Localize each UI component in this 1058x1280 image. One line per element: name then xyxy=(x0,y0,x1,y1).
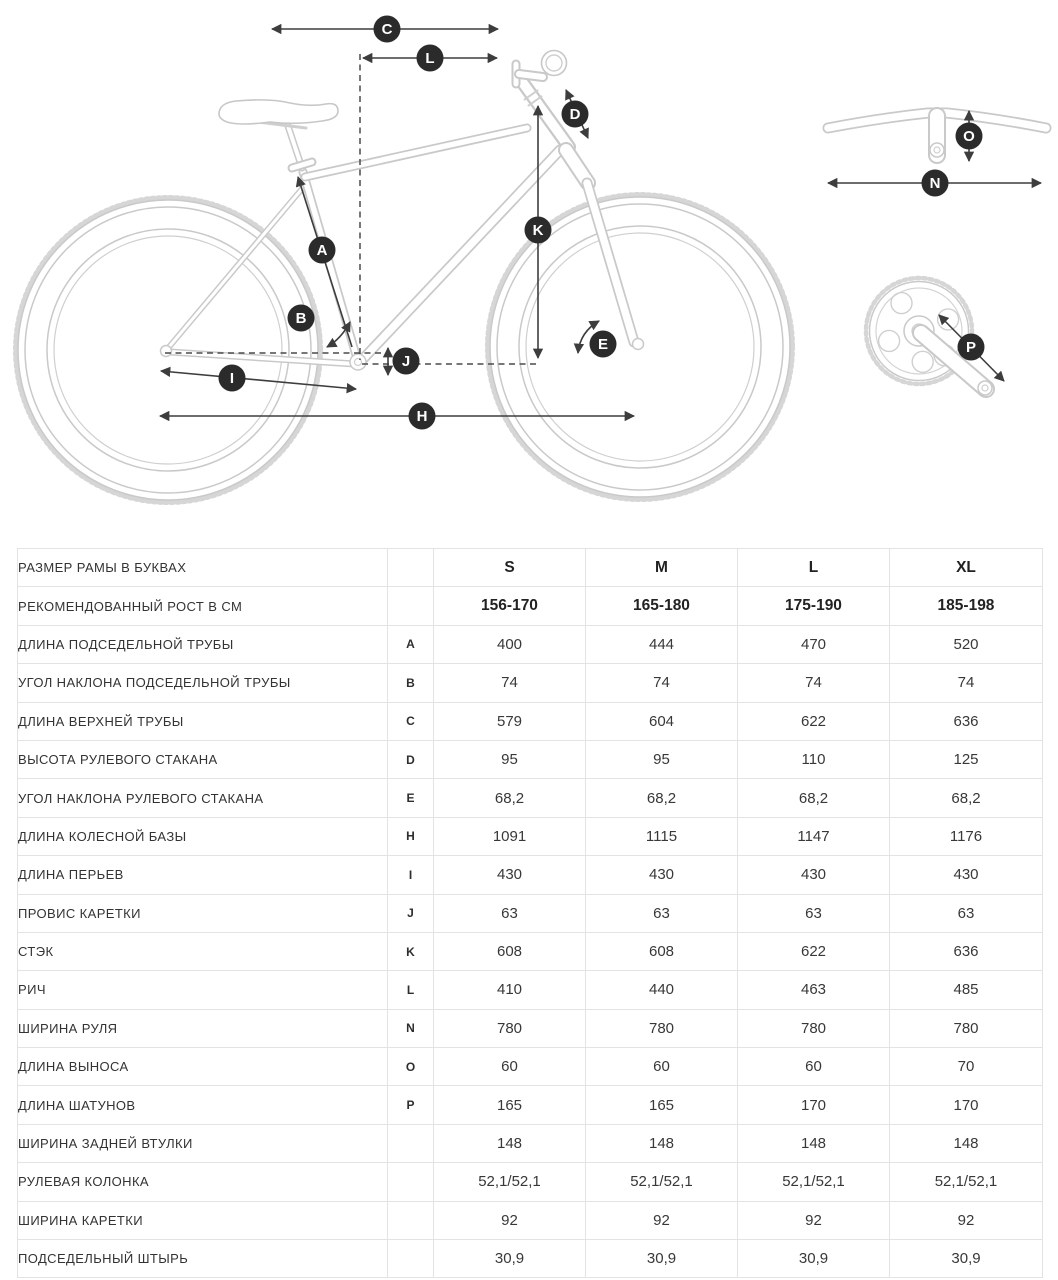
letter-cell: N xyxy=(388,1009,434,1047)
dim-arrow-i xyxy=(161,371,356,389)
value-cell: 440 xyxy=(586,971,738,1009)
value-cell: 95 xyxy=(434,740,586,778)
value-cell: 636 xyxy=(890,702,1043,740)
row-label-cell: ВЫСОТА РУЛЕВОГО СТАКАНА xyxy=(18,740,388,778)
badge-j xyxy=(393,348,420,375)
chain-stay xyxy=(170,352,355,364)
letter-cell: I xyxy=(388,856,434,894)
value-cell: XL xyxy=(890,549,1043,587)
value-cell: 52,1/52,1 xyxy=(434,1163,586,1201)
value-cell: 92 xyxy=(890,1201,1043,1239)
svg-text:A: A xyxy=(316,242,328,259)
table-row xyxy=(18,1201,1043,1239)
value-cell: 63 xyxy=(890,894,1043,932)
table-row xyxy=(18,856,1043,894)
badge-e xyxy=(590,331,617,358)
row-label-cell: ПРОВИС КАРЕТКИ xyxy=(18,894,388,932)
value-cell: 780 xyxy=(434,1009,586,1047)
letter-cell: B xyxy=(388,664,434,702)
value-cell: 608 xyxy=(586,932,738,970)
value-cell: 52,1/52,1 xyxy=(586,1163,738,1201)
value-cell: 110 xyxy=(738,740,890,778)
table-row xyxy=(18,1086,1043,1124)
value-cell: 1091 xyxy=(434,817,586,855)
fork xyxy=(566,150,634,342)
value-cell: 165 xyxy=(586,1086,738,1124)
badge-d xyxy=(562,101,589,128)
badge-a xyxy=(309,237,336,264)
letter-cell xyxy=(388,587,434,625)
row-label-cell: ДЛИНА ПОДСЕДЕЛЬНОЙ ТРУБЫ xyxy=(18,625,388,663)
value-cell: 74 xyxy=(738,664,890,702)
letter-cell xyxy=(388,1163,434,1201)
row-label-cell: ДЛИНА ВЕРХНЕЙ ТРУБЫ xyxy=(18,702,388,740)
value-cell: 1176 xyxy=(890,817,1043,855)
value-cell: 60 xyxy=(586,1048,738,1086)
value-cell: 608 xyxy=(434,932,586,970)
value-cell: 430 xyxy=(738,856,890,894)
value-cell: 63 xyxy=(434,894,586,932)
letter-cell xyxy=(388,549,434,587)
value-cell: 604 xyxy=(586,702,738,740)
badge-l xyxy=(417,45,444,72)
badge-h xyxy=(409,403,436,430)
value-cell: 92 xyxy=(434,1201,586,1239)
seat-tube xyxy=(303,172,358,362)
table-row xyxy=(18,625,1043,663)
table-row xyxy=(18,932,1043,970)
value-cell: 579 xyxy=(434,702,586,740)
value-cell: 156-170 xyxy=(434,587,586,625)
front-axle xyxy=(633,339,644,350)
top-tube xyxy=(305,128,527,177)
row-label-cell: ШИРИНА РУЛЯ xyxy=(18,1009,388,1047)
value-cell: 175-190 xyxy=(738,587,890,625)
value-cell: 780 xyxy=(586,1009,738,1047)
row-label-cell: ДЛИНА ВЫНОСА xyxy=(18,1048,388,1086)
letter-cell: L xyxy=(388,971,434,1009)
saddle-assembly xyxy=(219,100,338,168)
value-cell: 63 xyxy=(586,894,738,932)
bottom-bracket xyxy=(350,354,366,370)
table-row xyxy=(18,740,1043,778)
row-label-cell: РИЧ xyxy=(18,971,388,1009)
value-cell: 68,2 xyxy=(434,779,586,817)
letter-cell xyxy=(388,1201,434,1239)
svg-text:B: B xyxy=(295,310,307,327)
table-row xyxy=(18,1240,1043,1278)
letter-cell: C xyxy=(388,702,434,740)
svg-text:C: C xyxy=(381,21,393,38)
row-label-cell: УГОЛ НАКЛОНА ПОДСЕДЕЛЬНОЙ ТРУБЫ xyxy=(18,664,388,702)
letter-cell: H xyxy=(388,817,434,855)
letter-cell: A xyxy=(388,625,434,663)
value-cell: 170 xyxy=(738,1086,890,1124)
badge-b xyxy=(288,305,315,332)
value-cell: 400 xyxy=(434,625,586,663)
table-row xyxy=(18,1124,1043,1162)
svg-text:L: L xyxy=(425,50,435,67)
badge-k xyxy=(525,217,552,244)
row-label-cell: ПОДСЕДЕЛЬНЫЙ ШТЫРЬ xyxy=(18,1240,388,1278)
letter-cell: P xyxy=(388,1086,434,1124)
letter-cell: J xyxy=(388,894,434,932)
value-cell: 60 xyxy=(434,1048,586,1086)
table-row xyxy=(18,587,1043,625)
badge-p xyxy=(958,334,985,361)
row-label-cell: СТЭК xyxy=(18,932,388,970)
row-label-cell: РЕКОМЕНДОВАННЫЙ РОСТ В СМ xyxy=(18,587,388,625)
svg-text:K: K xyxy=(532,222,544,239)
value-cell: 92 xyxy=(586,1201,738,1239)
svg-text:I: I xyxy=(229,370,235,387)
table-row xyxy=(18,664,1043,702)
value-cell: 485 xyxy=(890,971,1043,1009)
value-cell: 780 xyxy=(738,1009,890,1047)
value-cell: 148 xyxy=(434,1124,586,1162)
geometry-table-body xyxy=(18,549,1043,1278)
value-cell: 74 xyxy=(434,664,586,702)
value-cell: 780 xyxy=(890,1009,1043,1047)
value-cell: 430 xyxy=(890,856,1043,894)
value-cell: 410 xyxy=(434,971,586,1009)
value-cell: 170 xyxy=(890,1086,1043,1124)
value-cell: 95 xyxy=(586,740,738,778)
value-cell: 185-198 xyxy=(890,587,1043,625)
value-cell: M xyxy=(586,549,738,587)
table-row xyxy=(18,1009,1043,1047)
value-cell: 92 xyxy=(738,1201,890,1239)
bike-geometry-diagram xyxy=(0,0,1058,548)
value-cell: 165-180 xyxy=(586,587,738,625)
table-row xyxy=(18,894,1043,932)
value-cell: 30,9 xyxy=(738,1240,890,1278)
svg-text:O: O xyxy=(963,128,975,145)
value-cell: 60 xyxy=(738,1048,890,1086)
table-row xyxy=(18,1048,1043,1086)
value-cell: 68,2 xyxy=(890,779,1043,817)
geometry-table-wrap xyxy=(0,548,1058,1278)
value-cell: 444 xyxy=(586,625,738,663)
row-label-cell: УГОЛ НАКЛОНА РУЛЕВОГО СТАКАНА xyxy=(18,779,388,817)
value-cell: 125 xyxy=(890,740,1043,778)
value-cell: 30,9 xyxy=(890,1240,1043,1278)
value-cell: 463 xyxy=(738,971,890,1009)
svg-text:P: P xyxy=(965,339,977,356)
value-cell: S xyxy=(434,549,586,587)
value-cell: 52,1/52,1 xyxy=(890,1163,1043,1201)
svg-text:N: N xyxy=(929,175,941,192)
svg-text:H: H xyxy=(416,408,428,425)
bike-drawing xyxy=(16,51,793,503)
row-label-cell: ДЛИНА КОЛЕСНОЙ БАЗЫ xyxy=(18,817,388,855)
value-cell: 1147 xyxy=(738,817,890,855)
letter-cell xyxy=(388,1240,434,1278)
letter-cell: E xyxy=(388,779,434,817)
value-cell: 636 xyxy=(890,932,1043,970)
table-row xyxy=(18,817,1043,855)
value-cell: 520 xyxy=(890,625,1043,663)
value-cell: 622 xyxy=(738,702,890,740)
value-cell: 68,2 xyxy=(586,779,738,817)
value-cell: 148 xyxy=(586,1124,738,1162)
row-label-cell: ДЛИНА ПЕРЬЕВ xyxy=(18,856,388,894)
stem-and-grip xyxy=(516,51,567,85)
letter-cell: O xyxy=(388,1048,434,1086)
row-label-cell: РАЗМЕР РАМЫ В БУКВАХ xyxy=(18,549,388,587)
value-cell: 30,9 xyxy=(586,1240,738,1278)
value-cell: 70 xyxy=(890,1048,1043,1086)
table-row xyxy=(18,1163,1043,1201)
value-cell: 74 xyxy=(586,664,738,702)
value-cell: 30,9 xyxy=(434,1240,586,1278)
rear-axle xyxy=(161,346,172,357)
table-row xyxy=(18,702,1043,740)
badge-i xyxy=(219,365,246,392)
row-label-cell: РУЛЕВАЯ КОЛОНКА xyxy=(18,1163,388,1201)
svg-text:J: J xyxy=(401,353,411,370)
value-cell: 74 xyxy=(890,664,1043,702)
letter-cell: K xyxy=(388,932,434,970)
value-cell: 430 xyxy=(586,856,738,894)
value-cell: 52,1/52,1 xyxy=(738,1163,890,1201)
value-cell: 430 xyxy=(434,856,586,894)
badge-n xyxy=(922,170,949,197)
row-label-cell: ДЛИНА ШАТУНОВ xyxy=(18,1086,388,1124)
handlebar-drawing xyxy=(828,113,1046,157)
row-label-cell: ШИРИНА ЗАДНЕЙ ВТУЛКИ xyxy=(18,1124,388,1162)
geometry-table xyxy=(17,548,1043,1278)
table-row xyxy=(18,549,1043,587)
value-cell: 1115 xyxy=(586,817,738,855)
letter-cell xyxy=(388,1124,434,1162)
table-row xyxy=(18,779,1043,817)
value-cell: 63 xyxy=(738,894,890,932)
letter-cell: D xyxy=(388,740,434,778)
table-row xyxy=(18,971,1043,1009)
value-cell: 148 xyxy=(738,1124,890,1162)
value-cell: 68,2 xyxy=(738,779,890,817)
svg-text:E: E xyxy=(597,336,609,353)
badge-o xyxy=(956,123,983,150)
badge-c xyxy=(374,16,401,43)
value-cell: L xyxy=(738,549,890,587)
svg-text:D: D xyxy=(569,106,581,123)
saddle xyxy=(219,100,338,124)
value-cell: 165 xyxy=(434,1086,586,1124)
value-cell: 148 xyxy=(890,1124,1043,1162)
value-cell: 622 xyxy=(738,932,890,970)
value-cell: 470 xyxy=(738,625,890,663)
row-label-cell: ШИРИНА КАРЕТКИ xyxy=(18,1201,388,1239)
diagram-area xyxy=(0,0,1058,548)
